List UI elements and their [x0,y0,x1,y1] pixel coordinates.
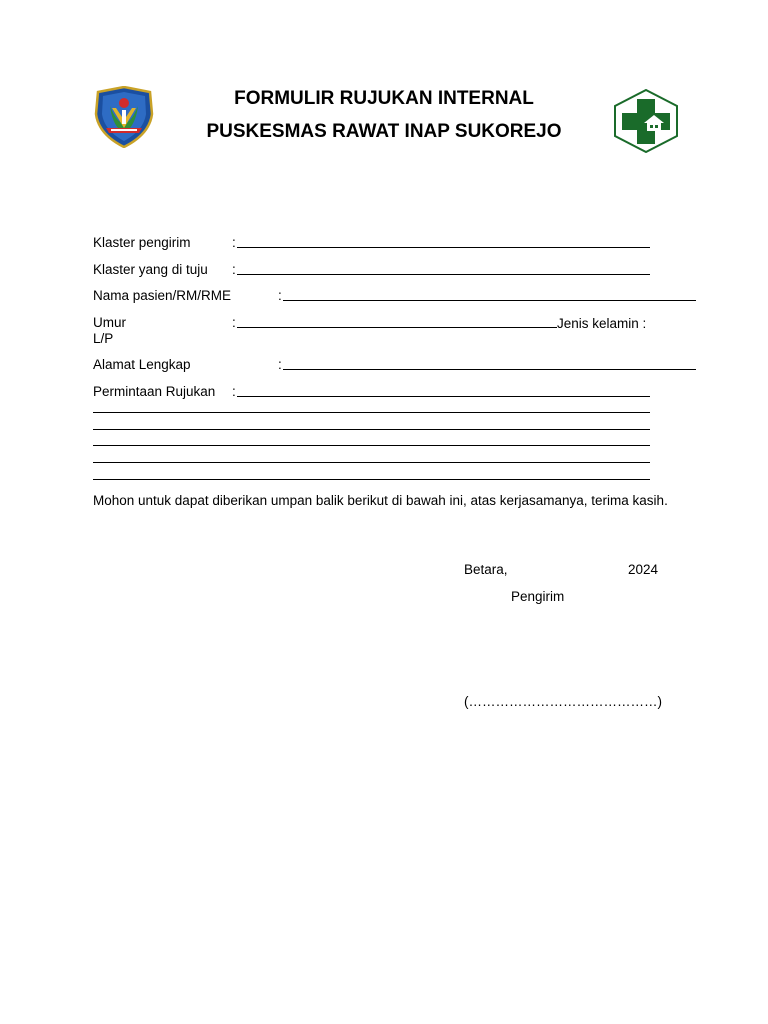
klaster-tujuan-colon: : [232,262,236,277]
alamat-colon: : [278,357,282,372]
puskesmas-cross-icon [612,89,680,153]
permintaan-field[interactable] [237,396,650,397]
permintaan-line-3[interactable] [93,445,650,446]
umur-field[interactable] [237,327,557,328]
signature-name-placeholder[interactable]: (……………………………………) [464,694,662,709]
regional-emblem-icon [92,86,156,148]
umur-colon: : [232,315,236,330]
umur-label: Umur [93,315,126,330]
permintaan-line-4[interactable] [93,462,650,463]
form-title: FORMULIR RUJUKAN INTERNAL [234,88,534,109]
permintaan-colon: : [232,384,236,399]
klaster-tujuan-field[interactable] [237,274,650,275]
alamat-label: Alamat Lengkap [93,357,191,372]
permintaan-line-5[interactable] [93,479,650,480]
klaster-pengirim-field[interactable] [237,247,650,248]
klaster-pengirim-label: Klaster pengirim [93,235,191,250]
nama-pasien-field[interactable] [283,300,696,301]
signature-year: 2024 [628,562,659,577]
permintaan-label: Permintaan Rujukan [93,384,216,399]
jenis-kelamin-options[interactable]: L/P [93,331,114,346]
signature-place: Betara, [464,562,508,577]
alamat-field[interactable] [283,369,696,370]
klaster-pengirim-colon: : [232,235,236,250]
klaster-tujuan-label: Klaster yang di tuju [93,262,208,277]
nama-pasien-label: Nama pasien/RM/RME [93,288,232,303]
signature-role: Pengirim [511,589,565,604]
feedback-message: Mohon untuk dapat diberikan umpan balik berikut di bawah ini, atas kerjasamanya, terima kasih. [93,493,668,508]
jenis-kelamin-label: Jenis kelamin : [557,316,647,331]
form-subtitle: PUSKESMAS RAWAT INAP SUKOREJO [206,121,562,142]
nama-pasien-colon: : [278,288,282,303]
permintaan-line-1[interactable] [93,412,650,413]
permintaan-line-2[interactable] [93,429,650,430]
